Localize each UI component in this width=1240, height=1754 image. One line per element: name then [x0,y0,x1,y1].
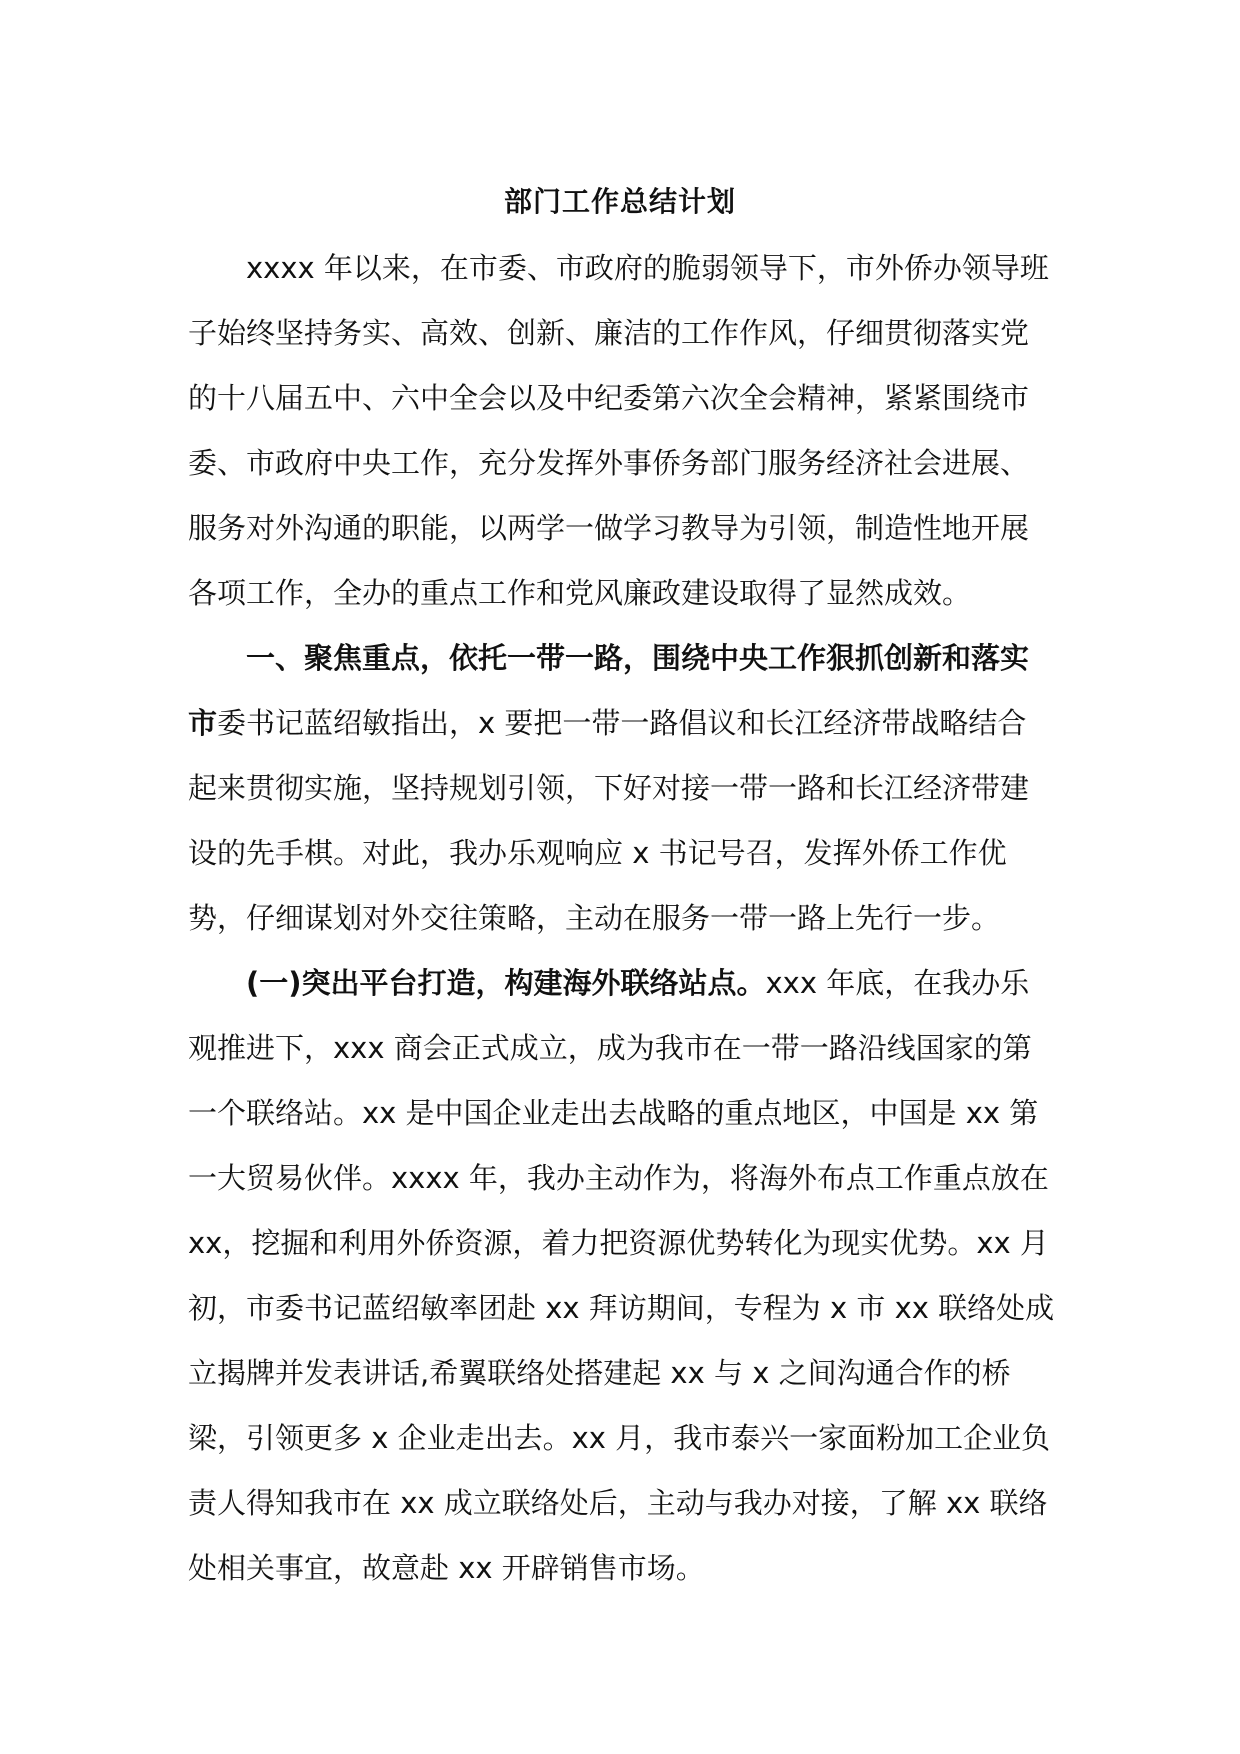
line-text: xx，挖掘和利用外侨资源，着力把资源优势转化为现实优势。xx 月 [188,1226,1049,1260]
text-line [188,1276,1058,1341]
text-line [188,561,1058,626]
line-text: 子始终坚持务实、高效、创新、廉洁的工作作风，仔细贯彻落实党 [188,316,1030,350]
line-text: 一大贸易伙伴。xxxx 年，我办主动作为，将海外布点工作重点放在 [188,1161,1049,1195]
line-text: 立揭牌并发表讲话,希翼联络处搭建起 xx 与 x 之间沟通合作的桥 [188,1356,1011,1390]
line-text: xxx 年底，在我办乐 [765,966,1030,1000]
line-text: 起来贯彻实施，坚持规划引领，下好对接一带一路和长江经济带建 [188,771,1030,805]
line-text: 委书记蓝绍敏指出，x 要把一带一路倡议和长江经济带战略结合 [217,706,1027,740]
bold-heading-text: 市 [188,706,218,740]
text-line [188,1146,1058,1211]
text-line [188,301,1058,366]
line-text: 设的先手棋。对此，我办乐观响应 x 书记号召，发挥外侨工作优 [188,836,1007,870]
text-line [188,886,1058,951]
text-line [188,951,1058,1016]
text-line [188,1211,1058,1276]
line-text: 委、市政府中央工作，充分发挥外事侨务部门服务经济社会进展、 [188,446,1030,480]
line-text: 初，市委书记蓝绍敏率团赴 xx 拜访期间，专程为 x 市 xx 联络处成 [188,1291,1055,1325]
text-line [188,1341,1058,1406]
line-text: 责人得知我市在 xx 成立联络处后，主动与我办对接，了解 xx 联络 [188,1486,1048,1520]
line-text: 服务对外沟通的职能，以两学一做学习教导为引领，制造性地开展 [188,511,1030,545]
text-line [188,626,1058,691]
line-text: xxxx 年以来，在市委、市政府的脆弱领导下，市外侨办领导班 [246,251,1049,285]
line-text: 势，仔细谋划对外交往策略，主动在服务一带一路上先行一步。 [188,901,1001,935]
text-line [188,1406,1058,1471]
text-line [188,1016,1058,1081]
text-line [188,821,1058,886]
bold-heading-text: (一)突出平台打造，构建海外联络站点。 [246,966,766,1000]
text-line [188,236,1058,301]
text-line [188,431,1058,496]
text-line [188,1471,1058,1536]
line-text: 梁，引领更多 x 企业走出去。xx 月，我市泰兴一家面粉加工企业负 [188,1421,1051,1455]
document-title: 部门工作总结计划 [503,185,736,218]
line-text: 的十八届五中、六中全会以及中纪委第六次全会精神，紧紧围绕市 [188,381,1030,415]
line-text: 各项工作，全办的重点工作和党风廉政建设取得了显然成效。 [188,576,972,610]
text-line [188,691,1058,756]
text-line [188,366,1058,431]
text-line [188,496,1058,561]
text-line [188,1081,1058,1146]
line-text: 一、聚焦重点，依托一带一路，围绕中央工作狠抓创新和落实 [246,641,1030,675]
text-line [188,1536,1058,1601]
line-text: 一个联络站。xx 是中国企业走出去战略的重点地区，中国是 xx 第 [188,1096,1039,1130]
document-body [188,236,1058,1601]
text-line [188,756,1058,821]
line-text: 观推进下，xxx 商会正式成立，成为我市在一带一路沿线国家的第 [188,1031,1032,1065]
line-text: 处相关事宜，故意赴 xx 开辟销售市场。 [188,1551,705,1585]
